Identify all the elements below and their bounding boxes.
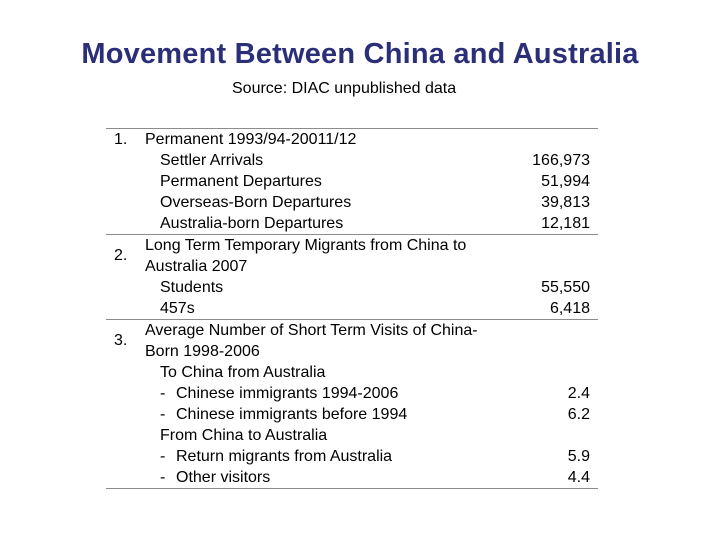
group-heading xyxy=(106,425,598,446)
table-row xyxy=(106,192,598,213)
row-label: Return migrants from Australia xyxy=(176,448,393,465)
table-row xyxy=(106,298,598,319)
dash-marker: - xyxy=(160,385,166,402)
section-number: 2. xyxy=(114,247,128,264)
table-row xyxy=(106,383,598,404)
page-title: Movement Between China and Australia xyxy=(81,38,639,70)
group-label: To China from Australia xyxy=(160,364,326,381)
row-value: 6,418 xyxy=(549,300,590,317)
row-label: Chinese immigrants before 1994 xyxy=(176,406,408,423)
table-row xyxy=(106,150,598,171)
group-label: From China to Australia xyxy=(160,427,328,444)
table-row xyxy=(106,213,598,234)
dash-marker: - xyxy=(160,469,166,486)
section-heading-line: Born 1998-2006 xyxy=(145,343,260,360)
section-heading: Permanent 1993/94-20011/12 xyxy=(145,131,357,148)
row-label: 457s xyxy=(160,300,195,317)
table-row xyxy=(106,446,598,467)
table-row xyxy=(106,171,598,192)
table-row xyxy=(106,467,598,488)
row-label: Permanent Departures xyxy=(160,173,322,190)
row-value: 51,994 xyxy=(541,173,590,190)
table-row xyxy=(106,277,598,298)
row-value: 2.4 xyxy=(567,385,590,402)
row-label: Overseas-Born Departures xyxy=(160,194,352,211)
row-value: 4.4 xyxy=(567,469,590,486)
section-temporary-migrants xyxy=(106,235,598,319)
section-number: 1. xyxy=(114,131,128,148)
dash-marker: - xyxy=(160,448,166,465)
section-permanent xyxy=(106,129,598,234)
table-bottom-rule xyxy=(106,488,598,489)
row-label: Chinese immigrants 1994-2006 xyxy=(176,385,399,402)
section-heading-line: Average Number of Short Term Visits of China- xyxy=(145,322,478,339)
row-label: Settler Arrivals xyxy=(160,152,264,169)
section-short-term-visits xyxy=(106,320,598,488)
group-heading xyxy=(106,362,598,383)
source-note: Source: DIAC unpublished data xyxy=(232,80,457,97)
section-heading-line: Long Term Temporary Migrants from China to xyxy=(145,237,467,254)
table-row xyxy=(106,404,598,425)
row-value: 6.2 xyxy=(567,406,590,423)
section-number: 3. xyxy=(114,332,128,349)
row-label: Other visitors xyxy=(176,469,271,486)
dash-marker: - xyxy=(160,406,166,423)
row-value: 166,973 xyxy=(532,152,590,169)
row-value: 39,813 xyxy=(541,194,590,211)
row-label: Students xyxy=(160,279,224,296)
row-value: 5.9 xyxy=(567,448,590,465)
row-value: 12,181 xyxy=(541,215,590,232)
migration-table xyxy=(106,128,598,489)
row-value: 55,550 xyxy=(541,279,590,296)
section-heading-line: Australia 2007 xyxy=(145,258,248,275)
row-label: Australia-born Departures xyxy=(160,215,344,232)
